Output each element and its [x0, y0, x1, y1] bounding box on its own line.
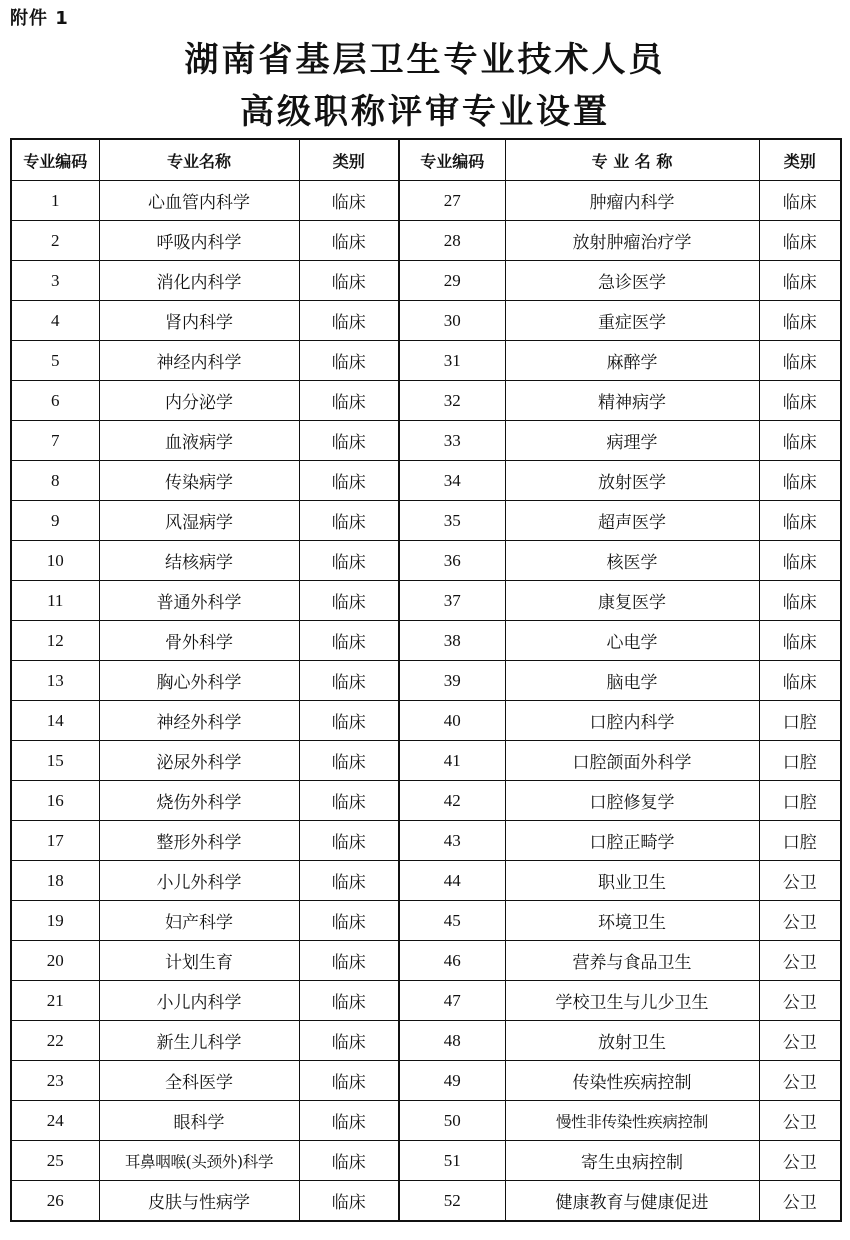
specialty-code: 7	[11, 421, 99, 461]
specialty-name: 消化内科学	[99, 261, 299, 301]
column-header-category: 类别	[299, 139, 399, 181]
specialty-name: 内分泌学	[99, 381, 299, 421]
specialty-category: 临床	[759, 301, 841, 341]
table-header-row	[11, 139, 841, 181]
specialty-code: 33	[399, 421, 505, 461]
specialty-category: 临床	[759, 381, 841, 421]
specialty-name: 心电学	[505, 621, 759, 661]
specialty-name: 呼吸内科学	[99, 221, 299, 261]
column-header-code: 专业编码	[11, 139, 99, 181]
table-row	[11, 1101, 841, 1141]
specialty-code: 10	[11, 541, 99, 581]
specialty-code: 50	[399, 1101, 505, 1141]
specialty-category: 临床	[299, 1021, 399, 1061]
specialty-table	[10, 138, 842, 1222]
column-header-code-right: 专业编码	[399, 139, 505, 181]
specialty-code: 30	[399, 301, 505, 341]
specialty-code: 27	[399, 181, 505, 221]
table-row	[11, 821, 841, 861]
specialty-name: 寄生虫病控制	[505, 1141, 759, 1181]
column-header-name-right: 专 业 名 称	[505, 139, 759, 181]
specialty-category: 公卫	[759, 1101, 841, 1141]
specialty-code: 4	[11, 301, 99, 341]
table-row	[11, 661, 841, 701]
specialty-name: 康复医学	[505, 581, 759, 621]
specialty-name: 全科医学	[99, 1061, 299, 1101]
specialty-category: 临床	[299, 581, 399, 621]
table-row	[11, 261, 841, 301]
table-row	[11, 501, 841, 541]
specialty-code: 9	[11, 501, 99, 541]
specialty-category: 临床	[299, 341, 399, 381]
column-header-name: 专业名称	[99, 139, 299, 181]
specialty-code: 6	[11, 381, 99, 421]
specialty-category: 公卫	[759, 1021, 841, 1061]
specialty-code: 5	[11, 341, 99, 381]
specialty-code: 26	[11, 1181, 99, 1222]
specialty-code: 18	[11, 861, 99, 901]
specialty-code: 20	[11, 941, 99, 981]
specialty-category: 临床	[299, 221, 399, 261]
page-title-line1: 湖南省基层卫生专业技术人员	[184, 40, 666, 80]
table-row	[11, 581, 841, 621]
specialty-code: 41	[399, 741, 505, 781]
specialty-code: 31	[399, 341, 505, 381]
specialty-name: 耳鼻咽喉(头颈外)科学	[99, 1141, 299, 1181]
specialty-code: 51	[399, 1141, 505, 1181]
table-row	[11, 781, 841, 821]
specialty-category: 临床	[299, 981, 399, 1021]
specialty-code: 2	[11, 221, 99, 261]
specialty-category: 临床	[759, 581, 841, 621]
specialty-name: 小儿内科学	[99, 981, 299, 1021]
specialty-name: 急诊医学	[505, 261, 759, 301]
specialty-name: 神经外科学	[99, 701, 299, 741]
table-row	[11, 1181, 841, 1222]
specialty-category: 临床	[759, 621, 841, 661]
specialty-name: 慢性非传染性疾病控制	[505, 1101, 759, 1141]
table-row	[11, 901, 841, 941]
specialty-name: 放射肿瘤治疗学	[505, 221, 759, 261]
specialty-category: 临床	[759, 461, 841, 501]
table-row	[11, 1061, 841, 1101]
specialty-name: 泌尿外科学	[99, 741, 299, 781]
specialty-category: 临床	[299, 301, 399, 341]
specialty-category: 临床	[759, 421, 841, 461]
specialty-code: 52	[399, 1181, 505, 1222]
specialty-category: 临床	[299, 861, 399, 901]
specialty-name: 口腔颌面外科学	[505, 741, 759, 781]
specialty-name: 健康教育与健康促进	[505, 1181, 759, 1222]
specialty-category: 公卫	[759, 1181, 841, 1222]
table-row	[11, 301, 841, 341]
specialty-code: 8	[11, 461, 99, 501]
specialty-name: 皮肤与性病学	[99, 1181, 299, 1222]
specialty-name: 传染性疾病控制	[505, 1061, 759, 1101]
specialty-name: 麻醉学	[505, 341, 759, 381]
table-row	[11, 1021, 841, 1061]
specialty-code: 19	[11, 901, 99, 941]
specialty-category: 临床	[759, 341, 841, 381]
table-row	[11, 621, 841, 661]
specialty-code: 14	[11, 701, 99, 741]
specialty-name: 血液病学	[99, 421, 299, 461]
specialty-code: 46	[399, 941, 505, 981]
specialty-category: 临床	[299, 941, 399, 981]
specialty-category: 公卫	[759, 861, 841, 901]
specialty-code: 21	[11, 981, 99, 1021]
specialty-category: 临床	[299, 701, 399, 741]
table-row	[11, 741, 841, 781]
specialty-code: 24	[11, 1101, 99, 1141]
specialty-name: 整形外科学	[99, 821, 299, 861]
specialty-name: 职业卫生	[505, 861, 759, 901]
specialty-category: 临床	[299, 741, 399, 781]
specialty-name: 烧伤外科学	[99, 781, 299, 821]
specialty-category: 临床	[759, 221, 841, 261]
specialty-category: 临床	[299, 381, 399, 421]
specialty-code: 16	[11, 781, 99, 821]
specialty-category: 临床	[299, 1141, 399, 1181]
specialty-code: 12	[11, 621, 99, 661]
specialty-name: 放射卫生	[505, 1021, 759, 1061]
specialty-category: 临床	[299, 1101, 399, 1141]
specialty-name: 妇产科学	[99, 901, 299, 941]
attachment-label: 附件 1	[10, 8, 69, 29]
specialty-category: 临床	[299, 181, 399, 221]
specialty-name: 营养与食品卫生	[505, 941, 759, 981]
specialty-name: 风湿病学	[99, 501, 299, 541]
specialty-code: 45	[399, 901, 505, 941]
specialty-category: 临床	[299, 781, 399, 821]
specialty-name: 普通外科学	[99, 581, 299, 621]
specialty-category: 口腔	[759, 701, 841, 741]
specialty-name: 口腔正畸学	[505, 821, 759, 861]
specialty-name: 心血管内科学	[99, 181, 299, 221]
table-row	[11, 1141, 841, 1181]
specialty-code: 11	[11, 581, 99, 621]
specialty-name: 肿瘤内科学	[505, 181, 759, 221]
specialty-code: 40	[399, 701, 505, 741]
specialty-category: 公卫	[759, 901, 841, 941]
specialty-name: 病理学	[505, 421, 759, 461]
table-row	[11, 221, 841, 261]
specialty-name: 结核病学	[99, 541, 299, 581]
specialty-name: 环境卫生	[505, 901, 759, 941]
table-row	[11, 381, 841, 421]
specialty-category: 公卫	[759, 941, 841, 981]
page-title-line2: 高级职称评审专业设置	[240, 92, 610, 132]
specialty-category: 临床	[299, 421, 399, 461]
specialty-name: 肾内科学	[99, 301, 299, 341]
specialty-code: 35	[399, 501, 505, 541]
specialty-category: 临床	[299, 1181, 399, 1222]
specialty-name: 口腔内科学	[505, 701, 759, 741]
specialty-code: 13	[11, 661, 99, 701]
specialty-name: 骨外科学	[99, 621, 299, 661]
table-row	[11, 421, 841, 461]
specialty-category: 临床	[299, 501, 399, 541]
specialty-code: 43	[399, 821, 505, 861]
specialty-code: 44	[399, 861, 505, 901]
specialty-category: 临床	[299, 461, 399, 501]
specialty-category: 临床	[759, 541, 841, 581]
specialty-name: 眼科学	[99, 1101, 299, 1141]
specialty-code: 28	[399, 221, 505, 261]
specialty-code: 48	[399, 1021, 505, 1061]
specialty-category: 临床	[759, 261, 841, 301]
specialty-name: 放射医学	[505, 461, 759, 501]
specialty-name: 重症医学	[505, 301, 759, 341]
specialty-category: 口腔	[759, 821, 841, 861]
specialty-category: 临床	[299, 261, 399, 301]
table-body	[11, 181, 841, 1222]
specialty-code: 15	[11, 741, 99, 781]
specialty-category: 公卫	[759, 1141, 841, 1181]
table-row	[11, 701, 841, 741]
specialty-category: 临床	[759, 501, 841, 541]
specialty-name: 胸心外科学	[99, 661, 299, 701]
table-row	[11, 981, 841, 1021]
table-row	[11, 541, 841, 581]
specialty-name: 神经内科学	[99, 341, 299, 381]
column-header-category-right: 类别	[759, 139, 841, 181]
specialty-name: 学校卫生与儿少卫生	[505, 981, 759, 1021]
specialty-category: 临床	[299, 1061, 399, 1101]
table-row	[11, 461, 841, 501]
specialty-name: 脑电学	[505, 661, 759, 701]
specialty-name: 精神病学	[505, 381, 759, 421]
specialty-code: 38	[399, 621, 505, 661]
specialty-category: 临床	[299, 901, 399, 941]
specialty-code: 34	[399, 461, 505, 501]
specialty-code: 42	[399, 781, 505, 821]
specialty-name: 口腔修复学	[505, 781, 759, 821]
specialty-code: 17	[11, 821, 99, 861]
specialty-category: 临床	[299, 821, 399, 861]
specialty-category: 临床	[759, 181, 841, 221]
specialty-category: 临床	[299, 661, 399, 701]
table-row	[11, 181, 841, 221]
specialty-category: 公卫	[759, 1061, 841, 1101]
specialty-code: 32	[399, 381, 505, 421]
table-row	[11, 341, 841, 381]
specialty-category: 临床	[299, 621, 399, 661]
specialty-code: 1	[11, 181, 99, 221]
specialty-category: 口腔	[759, 741, 841, 781]
specialty-name: 计划生育	[99, 941, 299, 981]
table-row	[11, 941, 841, 981]
specialty-code: 25	[11, 1141, 99, 1181]
specialty-code: 23	[11, 1061, 99, 1101]
specialty-name: 新生儿科学	[99, 1021, 299, 1061]
specialty-code: 29	[399, 261, 505, 301]
specialty-code: 39	[399, 661, 505, 701]
specialty-name: 超声医学	[505, 501, 759, 541]
specialty-code: 49	[399, 1061, 505, 1101]
specialty-name: 传染病学	[99, 461, 299, 501]
specialty-name: 核医学	[505, 541, 759, 581]
specialty-category: 口腔	[759, 781, 841, 821]
specialty-category: 临床	[759, 661, 841, 701]
specialty-name: 小儿外科学	[99, 861, 299, 901]
specialty-code: 47	[399, 981, 505, 1021]
specialty-code: 36	[399, 541, 505, 581]
specialty-code: 22	[11, 1021, 99, 1061]
specialty-category: 公卫	[759, 981, 841, 1021]
specialty-code: 3	[11, 261, 99, 301]
specialty-code: 37	[399, 581, 505, 621]
specialty-category: 临床	[299, 541, 399, 581]
table-row	[11, 861, 841, 901]
